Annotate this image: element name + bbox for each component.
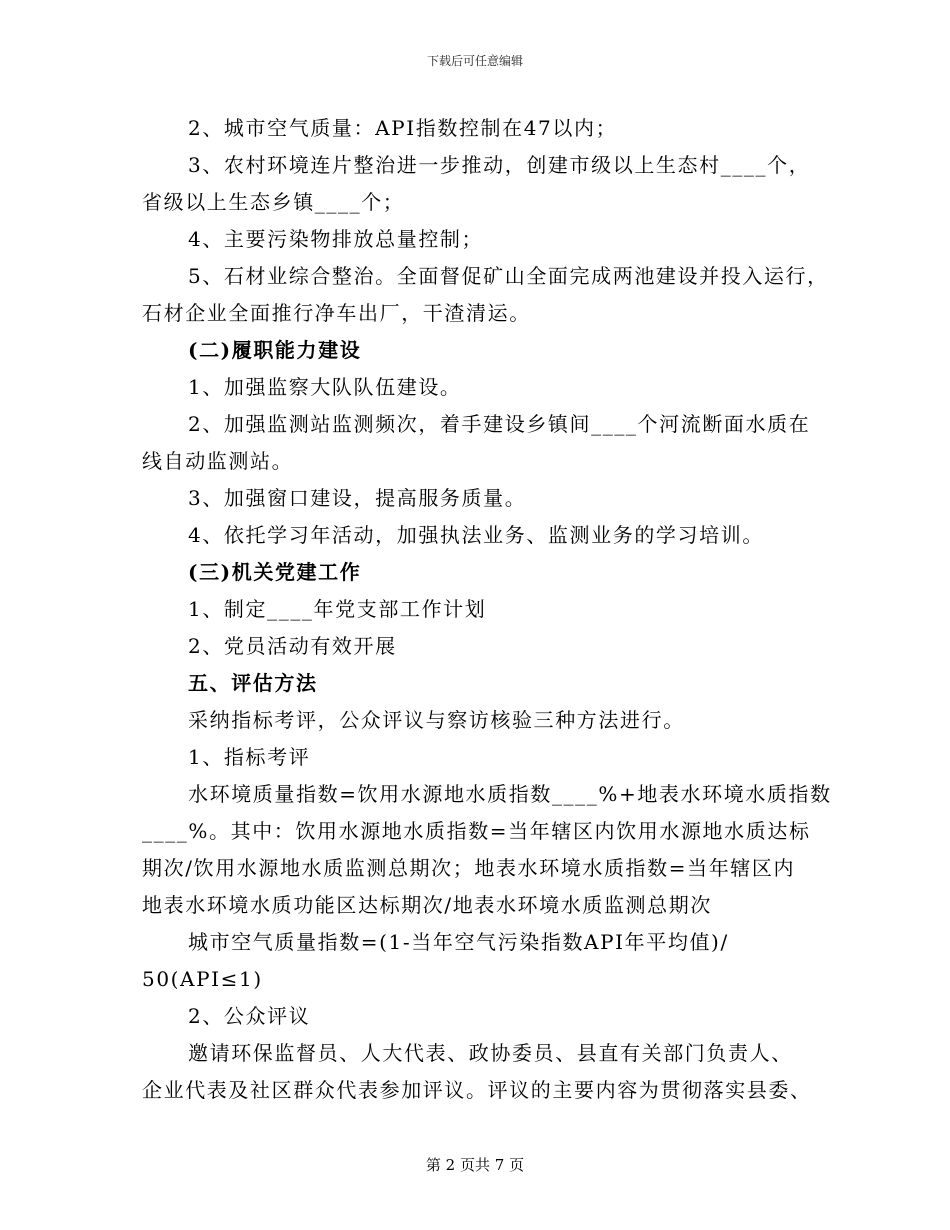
paragraph-line: 4、主要污染物排放总量控制； — [188, 227, 484, 251]
paragraph-line: 企业代表及社区群众代表参加评议。评议的主要内容为贯彻落实县委、 — [142, 1078, 812, 1102]
paragraph-line: 邀请环保监督员、人大代表、政协委员、县直有关部门负责人、 — [188, 1041, 793, 1065]
paragraph-line: 省级以上生态乡镇____个； — [142, 190, 405, 214]
paragraph-line: 1、加强监察大队队伍建设。 — [188, 375, 462, 399]
paragraph-line: 地表水环境水质功能区达标期次/地表水环境水质监测总期次 — [142, 893, 712, 917]
paragraph-line: 2、加强监测站监测频次，着手建设乡镇间____个河流断面水质在 — [188, 412, 811, 436]
paragraph-line: 采纳指标考评，公众评议与察访核验三种方法进行。 — [188, 708, 685, 732]
paragraph-line: 石材企业全面推行净车出厂，干渣清运。 — [142, 301, 531, 325]
section-heading: (三)机关党建工作 — [188, 560, 362, 584]
paragraph-line: 3、农村环境连片整治进一步推动，创建市级以上生态村____个， — [188, 153, 811, 177]
page-footer: 第 2 页共 7 页 — [425, 1156, 525, 1174]
paragraph-line: 1、指标考评 — [188, 745, 311, 769]
paragraph-line: 期次/饮用水源地水质监测总期次；地表水环境水质指数=当年辖区内 — [142, 856, 796, 880]
paragraph-line: 5、石材业综合整治。全面督促矿山全面完成两池建设并投入运行， — [188, 264, 829, 288]
paragraph-line: 水环境质量指数=饮用水源地水质指数____%+地表水环境水质指数 — [188, 782, 832, 806]
paragraph-line: 城市空气质量指数=(1-当年空气污染指数API年平均值)/ — [188, 930, 729, 954]
paragraph-line: 50(API≤1) — [142, 967, 263, 991]
section-heading: (二)履职能力建设 — [188, 338, 362, 362]
paragraph-line: 线自动监测站。 — [142, 449, 294, 473]
document-body — [142, 110, 832, 1109]
page-header: 下载后可任意编辑 — [426, 54, 523, 68]
paragraph-line: 3、加强窗口建设，提高服务质量。 — [188, 486, 527, 510]
paragraph-line: ____%。其中：饮用水源地水质指数=当年辖区内饮用水源地水质达标 — [142, 819, 811, 843]
paragraph-line: 2、城市空气质量：API指数控制在47以内； — [188, 116, 618, 140]
paragraph-line: 2、党员活动有效开展 — [188, 634, 397, 658]
section-heading: 五、评估方法 — [188, 671, 318, 695]
paragraph-line: 2、公众评议 — [188, 1004, 311, 1028]
paragraph-line: 1、制定____年党支部工作计划 — [188, 597, 487, 621]
paragraph-line: 4、依托学习年活动，加强执法业务、监测业务的学习培训。 — [188, 523, 764, 547]
